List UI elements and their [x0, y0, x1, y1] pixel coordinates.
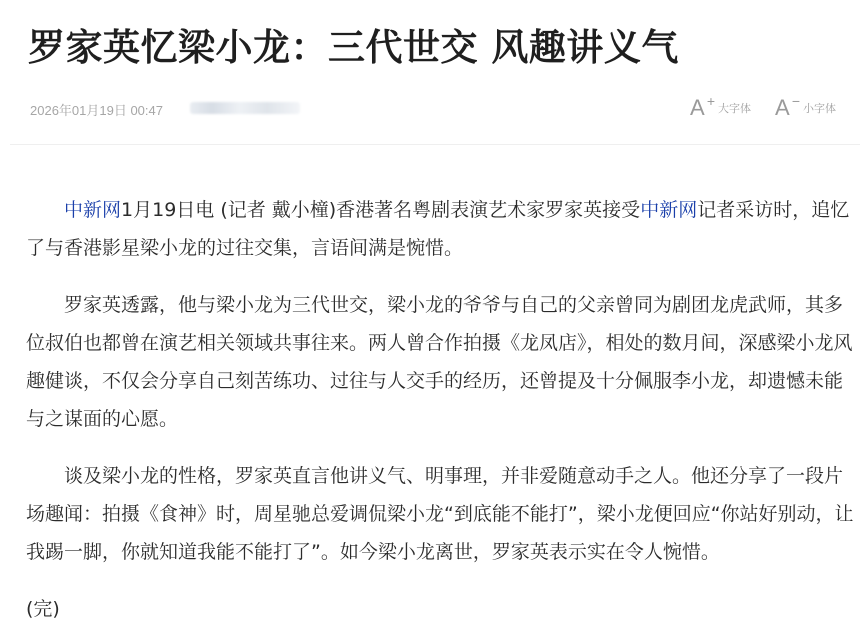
- paragraph-3: 谈及梁小龙的性格，罗家英直言他讲义气、明事理，并非爱随意动手之人。他还分享了一段片场趣闻：拍摄《食神》时，周星驰总爱调侃梁小龙“到底能不能打”，梁小龙便回应“你站好别动，让我踢一脚，你就知道我能不能打了”。如今梁小龙离世，罗家英表示实在令人惋惜。: [26, 465, 854, 563]
- article-body: [26, 191, 856, 628]
- paragraph-1-text-a: 1月19日电 (记者 戴小橦)香港著名粤剧表演艺术家罗家英接受: [121, 199, 641, 221]
- small-font-button[interactable]: [775, 93, 836, 120]
- font-increase-icon: A +: [690, 93, 715, 120]
- small-font-label: 小字体: [803, 102, 836, 115]
- source-redacted: [190, 102, 300, 114]
- large-font-button[interactable]: [690, 93, 751, 120]
- paragraph-1: [26, 191, 856, 267]
- font-decrease-icon: A −: [775, 93, 800, 120]
- header-divider: [10, 144, 860, 145]
- article-title: 罗家英忆梁小龙：三代世交 风趣讲义气: [28, 26, 679, 69]
- source-link-chinanews-2[interactable]: 中新网: [640, 199, 698, 221]
- paragraph-2: 罗家英透露，他与梁小龙为三代世交，梁小龙的爷爷与自己的父亲曾同为剧团龙虎武师，其多位叔伯也都曾在演艺相关领域共事往来。两人曾合作拍摄《龙凤店》，相处的数月间，深感梁小龙风趣健谈，不仅会分享自己刻苦练功、过往与人交手的经历，还曾提及十分佩服李小龙，却遗憾未能与之谋面的心愿。: [26, 294, 853, 430]
- large-font-label: 大字体: [718, 102, 751, 115]
- article-meta: [30, 93, 868, 122]
- source-link-chinanews[interactable]: 中新网: [64, 199, 122, 221]
- article-end-mark: (完): [26, 598, 60, 620]
- paragraph-1-text-b: 记者采访时，追忆了与香港影星梁小龙的过往交集，言语间满是惋惜。: [26, 199, 850, 259]
- publish-date: 2026年01月19日 00:47: [30, 103, 163, 118]
